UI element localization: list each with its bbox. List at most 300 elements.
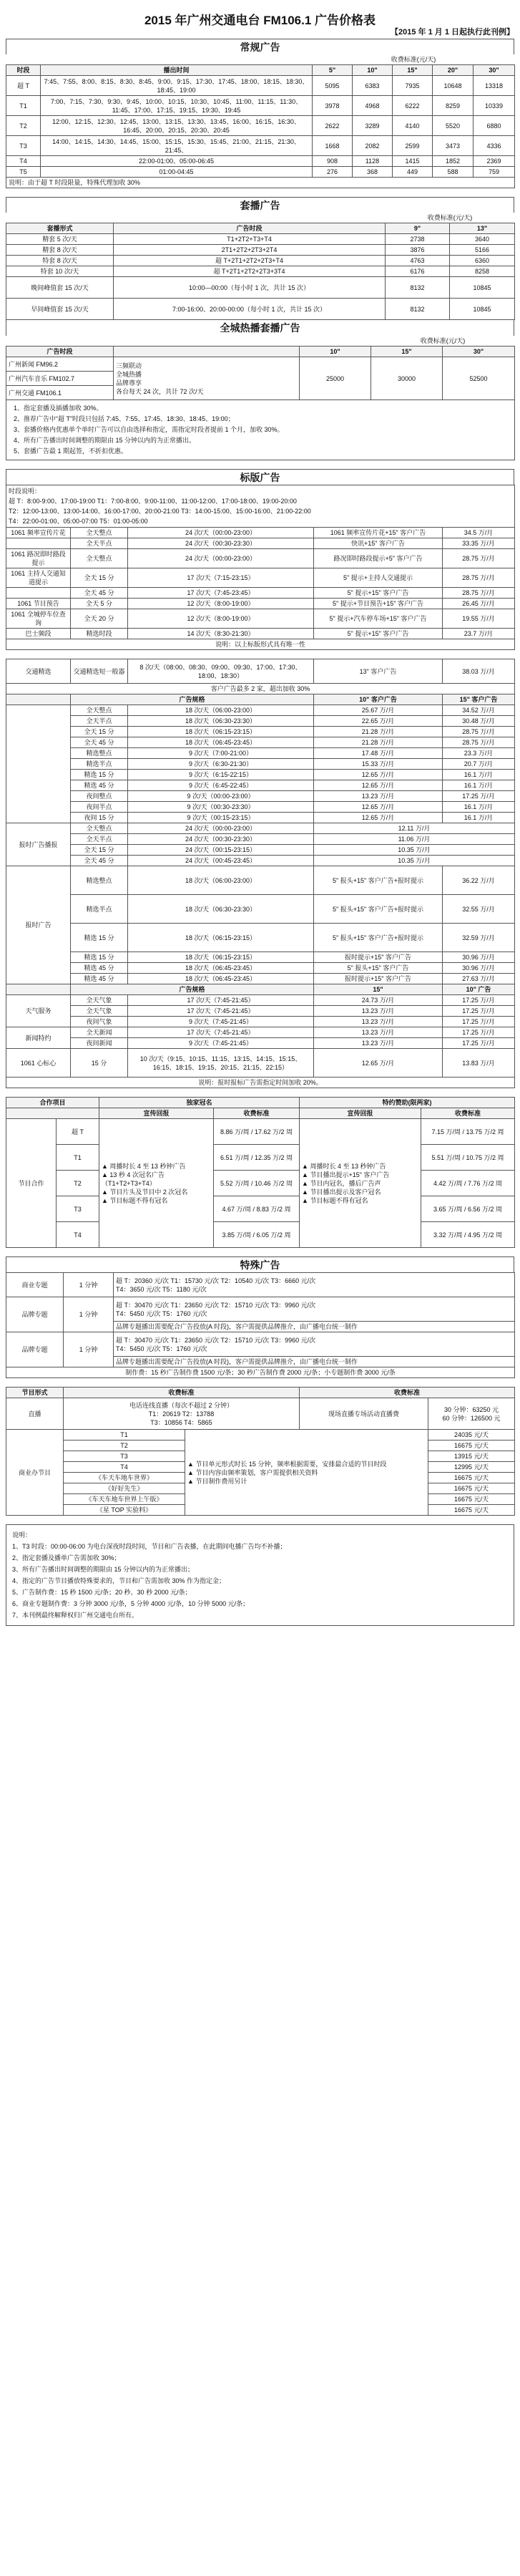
traffic-item-detail: 9 次/天（00:30-23:30） xyxy=(128,802,314,813)
sponsor-spec: 5" 提示+15" 客户广告 xyxy=(314,588,443,599)
price-cell: 10.35 万/月 xyxy=(314,845,515,856)
regular-table xyxy=(6,54,515,188)
price-cell: 13.83 万/月 xyxy=(443,1049,515,1078)
weather-type: 全天气象 xyxy=(71,995,128,1006)
table-row xyxy=(6,924,515,952)
price-cell: 3289 xyxy=(353,116,393,136)
price-cell: 17.25 万/月 xyxy=(443,995,515,1006)
sponsor-table xyxy=(6,485,515,650)
header-cell: 15" xyxy=(393,65,433,76)
sponsor-spec: 5" 提示+15" 客户广告 xyxy=(314,629,443,639)
price-cell: 3.85 万/周 / 6.05 万/2 周 xyxy=(214,1222,300,1248)
timecheck-type: 精选 45 分 xyxy=(71,974,128,984)
price-cell: 16.1 万/月 xyxy=(443,802,515,813)
traffic-subnote-row xyxy=(6,684,515,694)
program-slot: T1 xyxy=(57,1145,99,1171)
timecheck-detail: 18 次/天（06:00-23:00） xyxy=(128,866,314,895)
table-row xyxy=(6,974,515,984)
timecheck-detail: 18 次/天（06:15-23:15） xyxy=(128,924,314,952)
station-cell: 广州交通 FM106.1 xyxy=(6,386,114,400)
price-cell: 13.23 万/月 xyxy=(314,1006,443,1017)
commerce-slot: T3 xyxy=(64,1451,185,1462)
sponsor-name: 1061 全城停车位查询 xyxy=(6,609,71,629)
price-cell: 3876 xyxy=(386,245,450,256)
table-row xyxy=(6,705,515,716)
price-cell: 2738 xyxy=(386,234,450,245)
note-line: 5、套播广告最 1 期起签，不折扣优惠。 xyxy=(14,447,128,455)
price-cell: 13915 元/天 xyxy=(428,1451,515,1462)
price-cell: 5095 xyxy=(313,76,353,96)
program-subheader-row xyxy=(6,1108,515,1119)
traffic-spec: 13" 客户广告 xyxy=(314,659,443,684)
time-cell: 01:00-04:45 xyxy=(41,167,313,178)
report-detail: 24 次/天（00:00-23:00） xyxy=(128,823,314,834)
regular-header-row xyxy=(6,65,515,76)
header-cell xyxy=(114,347,300,357)
price-cell: 12.65 万/月 xyxy=(314,770,443,780)
table-row xyxy=(6,1398,515,1430)
price-cell: 10648 xyxy=(433,76,474,96)
heart-detail: 10 次/天（9:15、10:15、11:15、13:15、14:15、15:15、16:15、18:15、19:15、20:15、21:15、22:15） xyxy=(128,1049,314,1078)
return-line: ▲ 节目片头及节目中 2 次冠名 xyxy=(102,1188,188,1196)
weather-type: 全天新闻 xyxy=(71,1027,128,1038)
sponsor-spec: 5" 提示+汽车停车场+15" 客户广告 xyxy=(314,609,443,629)
table-row xyxy=(6,234,515,245)
sponsor-times xyxy=(6,485,515,528)
price-cell: 1852 xyxy=(433,156,474,167)
header-cell xyxy=(6,694,71,705)
package-name: 晚间峰值套 15 次/天 xyxy=(6,277,114,299)
sponsor-type: 全天 5 分 xyxy=(71,599,128,609)
footnote-line: 2、指定套播及播单广告需加收 30%； xyxy=(12,1554,121,1561)
header-cell: 广告规格 xyxy=(71,984,314,995)
header-cell: 收费标准 xyxy=(64,1388,300,1398)
special-detail xyxy=(114,1297,515,1322)
time-cell: 7:00、7:15、7:30、9:30、9:45、10:00、10:15、10:30、10:45、11:00、11:15、11:30、11:45、17:00、17:15、19:15、19:30、19:45 xyxy=(41,96,313,116)
price-cell: 7935 xyxy=(393,76,433,96)
price-cell: 10339 xyxy=(474,96,515,116)
package-slots: 超 T+2T1+2T2+2T3+3T4 xyxy=(114,266,386,277)
desc-line: ▲ 节目制作费用另计 xyxy=(187,1477,247,1485)
special-name: 品牌专题 xyxy=(6,1332,64,1367)
price-cell: 16.1 万/月 xyxy=(443,780,515,791)
price-cell: 32.55 万/月 xyxy=(443,895,515,924)
price-cell: 30000 xyxy=(371,357,443,400)
timecheck-spec: 报时提示+15" 客户广告 xyxy=(314,974,443,984)
price-cell: 24.73 万/月 xyxy=(314,995,443,1006)
price-cell: 4.42 万/周 / 7.76 万/2 周 xyxy=(421,1171,515,1196)
package-table xyxy=(6,213,515,320)
special-table xyxy=(6,1272,515,1378)
price-cell: 588 xyxy=(433,167,474,178)
weather-header-row xyxy=(6,984,515,995)
table-row xyxy=(6,549,515,568)
special-line: T4：3650 元/次 T5：1180 元/次 xyxy=(116,1285,207,1293)
price-cell: 34.5 万/月 xyxy=(443,528,515,538)
heart-type: 15 分 xyxy=(71,1049,128,1078)
table-row xyxy=(6,1222,515,1248)
price-cell: 276 xyxy=(313,167,353,178)
sponsor-detail: 14 次/天（8:30-21:30） xyxy=(128,629,314,639)
commerce-slot: 《好好先生》 xyxy=(64,1483,185,1494)
traffic-item-type: 夜间 15 分 xyxy=(71,813,128,823)
table-row xyxy=(6,895,515,924)
report-detail: 24 次/天（00:45-23:45） xyxy=(128,856,314,866)
commerce-name: 商业办节目 xyxy=(6,1430,64,1516)
live-line: 电话连线直播（每次不超过 2 分钟） xyxy=(129,1401,234,1409)
return-line: ▲ 节目播出提示及客户冠名 xyxy=(302,1188,381,1196)
traffic-item-detail: 9 次/天（00:15-23:15） xyxy=(128,813,314,823)
footnote-line: 7、本刊例最终解释权归广州交通电台所有。 xyxy=(12,1612,139,1619)
footnote-line: 5、广告制作费：15 秒 1500 元/条；20 秒、30 秒 2000 元/条； xyxy=(12,1589,192,1596)
slot-cell: T2 xyxy=(6,116,41,136)
price-cell: 2599 xyxy=(393,136,433,156)
live-line: T3：10856 T4：5865 xyxy=(150,1418,212,1426)
program-table xyxy=(6,1097,515,1248)
section-special-title: 特殊广告 xyxy=(6,1256,514,1272)
table-row xyxy=(6,802,515,813)
table-row xyxy=(6,659,515,684)
note-line: 3、套播价格内优惠单个单时广告可以自由选择和指定，需指定时段者提前 1 个月，加收 30%。 xyxy=(14,426,284,433)
table-row xyxy=(6,1017,515,1027)
table-row xyxy=(6,266,515,277)
traffic-item-type: 全天整点 xyxy=(71,705,128,716)
sponsor-spec: 1061 频率宣传片花+15" 客户广告 xyxy=(314,528,443,538)
timecheck-spec: 5" 报头+15" 客户广告+报时提示 xyxy=(314,895,443,924)
program-return-2 xyxy=(300,1119,421,1248)
header-cell xyxy=(6,984,71,995)
price-cell: 16675 元/天 xyxy=(428,1505,515,1516)
price-cell: 22.65 万/月 xyxy=(314,716,443,727)
price-cell: 23.7 万/月 xyxy=(443,629,515,639)
table-row xyxy=(6,845,515,856)
table-row xyxy=(6,528,515,538)
header-cell: 广告时段 xyxy=(6,347,114,357)
table-row xyxy=(6,1049,515,1078)
traffic-item-detail: 18 次/天（06:45-23:45） xyxy=(128,737,314,748)
price-cell: 13.23 万/月 xyxy=(314,1038,443,1049)
special-detail xyxy=(114,1332,515,1357)
package-slots: 7:00-16:00、20:00-00:00（每小时 1 次，共计 15 次） xyxy=(114,299,386,320)
sponsor-detail: 12 次/天（8:00-19:00） xyxy=(128,599,314,609)
header-cell: 13" xyxy=(450,223,515,234)
table-row xyxy=(6,1145,515,1171)
price-cell: 28.75 万/月 xyxy=(443,737,515,748)
header-cell: 收费标准 xyxy=(214,1108,300,1119)
table-row xyxy=(6,1196,515,1222)
slot-cell: T4 xyxy=(6,156,41,167)
price-cell: 52500 xyxy=(443,357,515,400)
traffic-item-detail: 9 次/天（6:30-21:30） xyxy=(128,759,314,770)
weather-note: 说明：报时报标广告需指定时间加收 20%。 xyxy=(6,1078,515,1088)
price-cell: 17.25 万/月 xyxy=(443,1017,515,1027)
times-label: 时段说明： xyxy=(9,488,41,495)
special-line: 超 T：30470 元/次 T1：23650 元/次 T2：15710 元/次 T3：9960 元/次 xyxy=(116,1301,316,1309)
package-slots: 10:00—00:00（每小时 1 次，共计 15 次） xyxy=(114,277,386,299)
price-cell: 2082 xyxy=(353,136,393,156)
price-cell: 28.75 万/月 xyxy=(443,568,515,588)
traffic-item-detail: 9 次/天（6:45-22:45） xyxy=(128,780,314,791)
package-unit: 收费标准(元/天) xyxy=(427,214,473,221)
footnote-title: 说明： xyxy=(12,1531,32,1539)
price-cell: 8258 xyxy=(450,266,515,277)
special-type: 1 分钟 xyxy=(64,1273,114,1297)
section-citywide-title: 全城热播套播广告 xyxy=(6,320,514,336)
price-cell: 3473 xyxy=(433,136,474,156)
weather-name: 新闻特约 xyxy=(6,1027,71,1049)
slot-cell: T5 xyxy=(6,167,41,178)
sponsor-detail: 12 次/天（8:00-19:00） xyxy=(128,609,314,629)
table-row xyxy=(6,727,515,737)
timecheck-type: 精选半点 xyxy=(71,895,128,924)
commerce-desc xyxy=(185,1430,428,1516)
table-row xyxy=(6,748,515,759)
price-cell: 17.25 万/月 xyxy=(443,791,515,802)
commerce-slot: T2 xyxy=(64,1440,185,1451)
price-cell: 12.65 万/月 xyxy=(314,813,443,823)
price-cell: 5.51 万/周 / 10.75 万/2 周 xyxy=(421,1145,515,1171)
citywide-unit: 收费标准(元/天) xyxy=(420,337,466,344)
timecheck-spec: 报时提示+15" 客户广告 xyxy=(314,952,443,963)
price-cell: 6360 xyxy=(450,256,515,266)
weather-name: 天气服务 xyxy=(6,995,71,1027)
header-cell: 特约赞助(限两家) xyxy=(300,1098,515,1108)
times-line: T4：22:00-01:00、05:00-07:00 T5：01:00-05:00 xyxy=(9,518,148,525)
citywide-table xyxy=(6,336,515,460)
price-cell: 12995 元/天 xyxy=(428,1462,515,1473)
table-row xyxy=(6,1430,515,1440)
traffic-item-detail: 9 次/天（00:00-23:00） xyxy=(128,791,314,802)
price-cell: 3.32 万/周 / 4.95 万/2 周 xyxy=(421,1222,515,1248)
table-row xyxy=(6,599,515,609)
header-cell: 9" xyxy=(386,223,450,234)
footnote-line: 1、T3 时段：00:00-06:00 为电台深夜时段时间，节目和广告表播，在此期间电播广告均不补播； xyxy=(12,1543,287,1550)
return-line: ▲ 节目标题不得有冠名 xyxy=(102,1196,168,1204)
price-cell: 6880 xyxy=(474,116,515,136)
price-cell: 8132 xyxy=(386,299,450,320)
desc-line: 品牌尊享 xyxy=(116,379,142,387)
price-cell: 30.48 万/月 xyxy=(443,716,515,727)
header-cell: 10" xyxy=(353,65,393,76)
price-cell: 21.28 万/月 xyxy=(314,727,443,737)
citywide-notes xyxy=(6,400,515,460)
sponsor-name: 1061 主持人交通知道提示 xyxy=(6,568,71,588)
weather-type: 夜间新闻 xyxy=(71,1038,128,1049)
price-cell: 3640 xyxy=(450,234,515,245)
program-name: 节目合作 xyxy=(6,1119,57,1248)
timecheck-detail: 18 次/天（06:45-23:45） xyxy=(128,963,314,974)
header-cell: 节目形式 xyxy=(6,1388,64,1398)
timecheck-spec: 5" 报头+15" 客户广告+报时提示 xyxy=(314,866,443,895)
report-detail: 24 次/天（00:30-23:30） xyxy=(128,834,314,845)
price-cell: 759 xyxy=(474,167,515,178)
sponsor-detail: 24 次/天（00:30-23:30） xyxy=(128,538,314,549)
price-cell: 13.23 万/月 xyxy=(314,1027,443,1038)
commerce-slot: 《车天车地车世界》 xyxy=(64,1473,185,1483)
traffic-item-detail: 18 次/天（06:30-23:30） xyxy=(128,716,314,727)
price-cell: 16.1 万/月 xyxy=(443,813,515,823)
commerce-slot: 《星 TOP 实验料》 xyxy=(64,1505,185,1516)
sponsor-note-row xyxy=(6,639,515,650)
price-cell: 12.65 万/月 xyxy=(314,802,443,813)
price-cell: 25.67 万/月 xyxy=(314,705,443,716)
price-cell: 2622 xyxy=(313,116,353,136)
price-cell: 12.65 万/月 xyxy=(314,780,443,791)
note-line: 1、指定套播及插播加收 30%。 xyxy=(14,405,103,412)
traffic-type: 交通精选短一般器 xyxy=(71,659,128,684)
sponsor-spec: 5" 提示+节目预告+15" 客户广告 xyxy=(314,599,443,609)
report-name: 报时广告播报 xyxy=(6,823,71,866)
regular-note: 说明：由于超 T 时段限量，特殊代理加收 30% xyxy=(6,178,515,188)
slot-cell: T1 xyxy=(6,96,41,116)
report-type: 全天整点 xyxy=(71,823,128,834)
timecheck-detail: 18 次/天（06:15-23:15） xyxy=(128,952,314,963)
price-cell: 10.35 万/月 xyxy=(314,856,515,866)
traffic-item-type: 精选半点 xyxy=(71,759,128,770)
table-row xyxy=(6,770,515,780)
price-cell: 8.86 万/周 / 17.62 万/2 周 xyxy=(214,1119,300,1145)
times-line: 超 T：8:00-9:00、17:00-19:00 T1：7:00-8:00、9:00-11:00、11:00-12:00、17:00-18:00、19:00-20:00 xyxy=(9,498,297,505)
table-row xyxy=(6,76,515,96)
table-row xyxy=(6,759,515,770)
header-cell: 播出时间 xyxy=(41,65,313,76)
table-row xyxy=(6,866,515,895)
footnote-line: 4、指定的广告节目播放特殊要求的，节目和广告需加收 30% 作为指定金； xyxy=(12,1577,226,1584)
slot-cell: 超 T xyxy=(6,76,41,96)
package-slots: 超 T+2T1+2T2+2T3+T4 xyxy=(114,256,386,266)
price-cell: 4763 xyxy=(386,256,450,266)
table-row xyxy=(6,823,515,834)
return-line: ▲ 节目标题不得有冠名 xyxy=(302,1196,368,1204)
sponsor-detail: 24 次/天（00:00-23:00） xyxy=(128,528,314,538)
commerce-slot: T4 xyxy=(64,1462,185,1473)
weather-note-row xyxy=(6,1078,515,1088)
table-row xyxy=(6,780,515,791)
regular-note-row xyxy=(6,178,515,188)
sponsor-name xyxy=(6,538,71,549)
sponsor-type: 全天 45 分 xyxy=(71,588,128,599)
special-name: 商业专题 xyxy=(6,1273,64,1297)
page-title: 2015 年广州交通电台 FM106.1 广告价格表 xyxy=(144,14,376,27)
price-cell: 24035 元/天 xyxy=(428,1430,515,1440)
traffic-item-type: 全天 15 分 xyxy=(71,727,128,737)
heart-name: 1061 心标心 xyxy=(6,1049,71,1078)
note-line: 2、推荐广告中“超 T”时段只包括 7:45、7:55、17:45、18:30、18:45、19:00； xyxy=(14,415,235,422)
package-slots: 2T1+2T2+2T3+2T4 xyxy=(114,245,386,256)
table-row xyxy=(6,116,515,136)
table-row xyxy=(6,737,515,748)
special-type: 1 分钟 xyxy=(64,1332,114,1367)
price-cell: 30.96 万/月 xyxy=(443,952,515,963)
program-slot: T4 xyxy=(57,1222,99,1248)
price-cell: 16.1 万/月 xyxy=(443,770,515,780)
price-cell: 33.35 万/月 xyxy=(443,538,515,549)
program-header-row xyxy=(6,1098,515,1108)
sponsor-spec: 5" 提示+主持人交通提示 xyxy=(314,568,443,588)
sponsor-detail: 17 次/天（7:15-23:15） xyxy=(128,568,314,588)
sponsor-name: 1061 路况即时路段提示 xyxy=(6,549,71,568)
table-row xyxy=(6,156,515,167)
price-cell: 15.33 万/月 xyxy=(314,759,443,770)
header-cell: 5" xyxy=(313,65,353,76)
table-row xyxy=(6,299,515,320)
sponsor-name: 1061 频率宣传片花 xyxy=(6,528,71,538)
special-line: 品牌专题播出需要配合广告投放(A 时段)，客户需提供品牌推介，由广播电台统一制作 xyxy=(114,1322,515,1332)
table-row xyxy=(6,963,515,974)
sponsor-detail: 17 次/天（7:45-23:45） xyxy=(128,588,314,599)
footnote-line: 3、所有广告播出时间调整的期限由 15 分钟以内的为正常播出； xyxy=(12,1566,195,1573)
sponsor-detail: 24 次/天（00:00-23:00） xyxy=(128,549,314,568)
header-cell: 15" xyxy=(371,347,443,357)
table-row xyxy=(6,245,515,256)
price-cell: 3.65 万/周 / 6.56 万/2 周 xyxy=(421,1196,515,1222)
table-row xyxy=(6,1332,515,1357)
report-type: 全天 15 分 xyxy=(71,845,128,856)
price-cell: 6.51 万/周 / 12.35 万/2 周 xyxy=(214,1145,300,1171)
price-cell: 21.28 万/月 xyxy=(314,737,443,748)
header-cell: 30" xyxy=(443,347,515,357)
price-cell: 10845 xyxy=(450,299,515,320)
sponsor-spec: 快讯+15" 客户广告 xyxy=(314,538,443,549)
price-cell: 10845 xyxy=(450,277,515,299)
table-row xyxy=(6,856,515,866)
time-cell: 14:00、14:15、14:30、14:45、15:00、15:15、15:30、15:45、21:00、21:15、21:30、21:45、 xyxy=(41,136,313,156)
table-row xyxy=(6,256,515,266)
return-line: ▲ 节目播出提示+15" 客户广告 xyxy=(302,1171,390,1178)
live-header-row xyxy=(6,1388,515,1398)
header-cell: 10" xyxy=(300,347,371,357)
table-row xyxy=(6,136,515,156)
note-line: 4、所有广告播出时间调整的期限由 15 分钟以内的为正常播出。 xyxy=(14,437,196,444)
live-right: 现场直播专场活动直播费 xyxy=(300,1398,428,1430)
header-cell: 宣传回报 xyxy=(300,1108,421,1119)
weather-detail: 17 次/天（7:45-21:45） xyxy=(128,1006,314,1017)
timecheck-spec: 5" 报头+15" 客户广告+报时提示 xyxy=(314,924,443,952)
live-price: 60 分钟：126500 元 xyxy=(442,1414,501,1422)
table-row xyxy=(6,813,515,823)
header-cell: 20" xyxy=(433,65,474,76)
slot-cell: T3 xyxy=(6,136,41,156)
price-cell: 16675 元/天 xyxy=(428,1483,515,1494)
table-row xyxy=(6,791,515,802)
price-cell: 16675 元/天 xyxy=(428,1440,515,1451)
program-slot: 超 T xyxy=(57,1119,99,1145)
package-name: 精套 8 次/天 xyxy=(6,245,114,256)
price-cell: 38.03 万/月 xyxy=(443,659,515,684)
traffic-table xyxy=(6,659,515,1088)
sponsor-note: 说明：以上标版形式具有唯一性 xyxy=(6,639,515,650)
table-row xyxy=(6,716,515,727)
price-cell: 1128 xyxy=(353,156,393,167)
desc-line: 三频联动 xyxy=(116,362,142,369)
desc-line: ▲ 节目内容由频率策划，客户需提供相关资料 xyxy=(187,1468,318,1476)
table-row xyxy=(6,588,515,599)
timecheck-detail: 18 次/天（06:30-23:30） xyxy=(128,895,314,924)
price-cell: 17.25 万/月 xyxy=(443,1006,515,1017)
price-cell: 449 xyxy=(393,167,433,178)
traffic-item-type: 精选 45 分 xyxy=(71,780,128,791)
station-cell: 广州新闻 FM96.2 xyxy=(6,357,114,372)
table-row xyxy=(6,1119,515,1145)
header-cell: 15" xyxy=(314,984,443,995)
table-row xyxy=(6,834,515,845)
table-row xyxy=(6,1273,515,1297)
return-line: ▲ 周播时长 4 至 13 秒钟广告 xyxy=(102,1162,186,1170)
time-cell: 22:00-01:00、05:00-06:45 xyxy=(41,156,313,167)
price-cell: 30.96 万/月 xyxy=(443,963,515,974)
price-cell: 4968 xyxy=(353,96,393,116)
traffic-item-type: 精选整点 xyxy=(71,748,128,759)
